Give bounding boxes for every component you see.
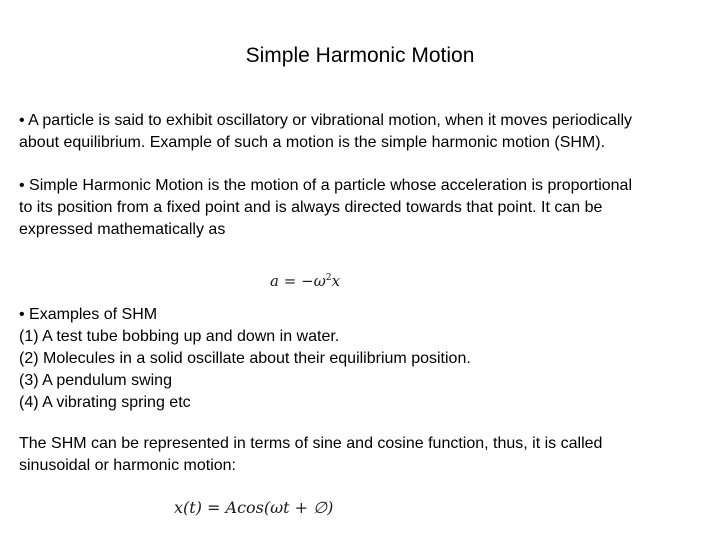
text-line: about equilibrium. Example of such a motion is the simple harmonic motion (SHM). (19, 134, 606, 151)
paragraph-oscillatory-motion (19, 110, 714, 154)
eq-rhs: Acos(ωt + ∅) (225, 498, 334, 517)
eq-lhs: x(t) (174, 498, 202, 517)
paragraph-sinusoidal (19, 433, 714, 477)
text-line: to its position from a fixed point and is always directed towards that point. It can be (19, 199, 603, 216)
text-line: sinusoidal or harmonic motion: (19, 457, 236, 474)
eq-exponent: 2 (325, 273, 332, 283)
slide-title: Simple Harmonic Motion (245, 44, 475, 67)
paragraph-shm-definition (19, 175, 714, 241)
displacement-equation (174, 497, 333, 519)
eq-var: x (331, 272, 341, 290)
text-line: • Simple Harmonic Motion is the motion of a particle whose acceleration is proportional (19, 177, 632, 194)
eq-lhs: a (270, 272, 279, 290)
text-line: The SHM can be represented in terms of sine and cosine function, thus, it is called (19, 435, 603, 452)
acceleration-equation (270, 271, 340, 291)
list-item: (3) A pendulum swing (19, 372, 172, 389)
list-item: (4) A vibrating spring etc (19, 394, 191, 411)
eq-minus: − (301, 272, 314, 290)
eq-equals: = (278, 272, 302, 290)
text-line: expressed mathematically as (19, 221, 226, 238)
text-line: • A particle is said to exhibit oscillatory or vibrational motion, when it moves periodically (19, 112, 632, 129)
list-item: (2) Molecules in a solid oscillate about their equilibrium position. (19, 350, 471, 367)
text-line: • Examples of SHM (19, 306, 158, 323)
eq-equals: = (201, 498, 226, 517)
list-item: (1) A test tube bobbing up and down in water. (19, 328, 340, 345)
paragraph-shm-examples (19, 304, 714, 414)
eq-omega: ω (313, 272, 326, 290)
